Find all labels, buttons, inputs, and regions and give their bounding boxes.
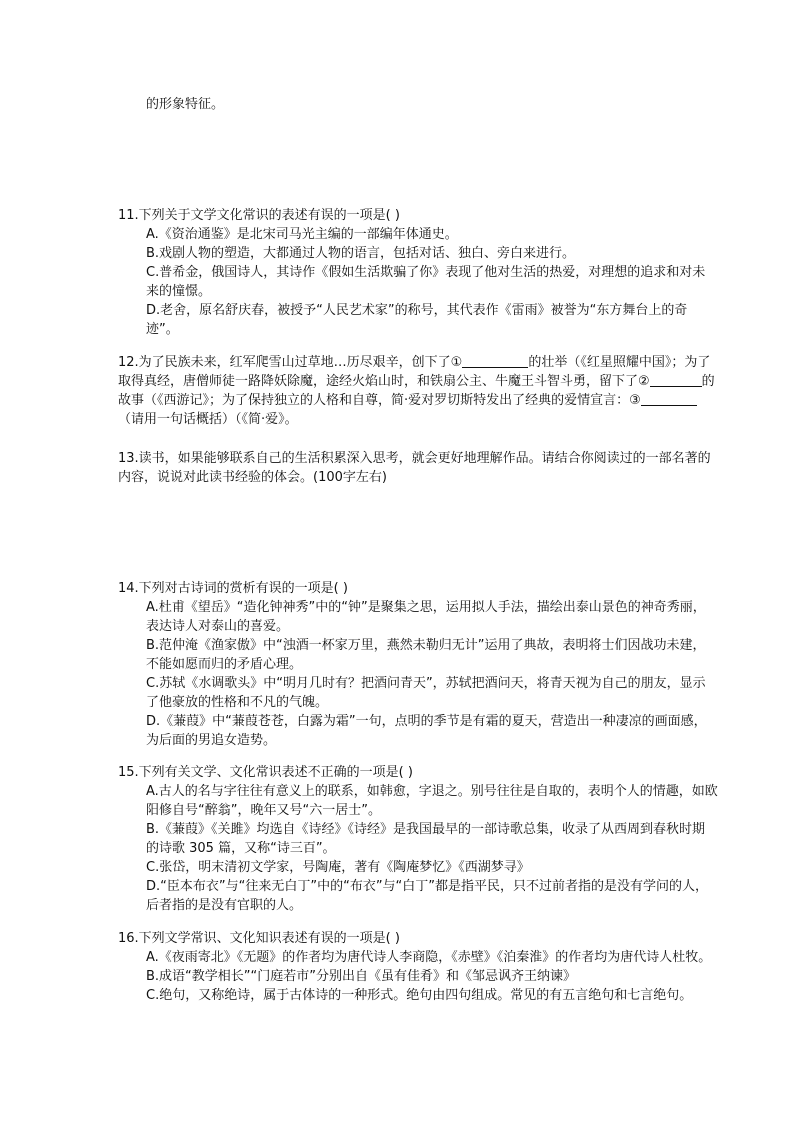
question-12 bbox=[118, 353, 718, 429]
question-13 bbox=[118, 449, 718, 487]
question-14 bbox=[118, 579, 718, 750]
question-14-option-c: C.苏轼《水调歌头》中“明月几时有？把酒问青天”，苏轼把酒问天，将青天视为自己的朋友，显示了他豪放的性格和不凡的气魄。 bbox=[146, 676, 706, 710]
question-14-option-a: A.杜甫《望岳》“造化钟神秀”中的“钟”是聚集之思，运用拟人手法，描绘出泰山景色的神奇秀丽，表达诗人对泰山的喜爱。 bbox=[146, 600, 706, 634]
question-15-option-c: C.张岱，明末清初文学家，号陶庵，著有《陶庵梦忆》《西湖梦寻》 bbox=[146, 860, 530, 875]
question-15-option-b: B.《蒹葭》《关雎》均选自《诗经》《诗经》是我国最早的一部诗歌总集，收录了从西周到春秋时期的诗歌 305 篇，又称“诗三百”。 bbox=[146, 822, 706, 856]
question-15-option-a: A.古人的名与字往往有意义上的联系，如韩愈，字退之。别号往往是自取的，表明个人的情趣，如欧阳修自号“醉翁”，晚年又号“六一居士”。 bbox=[146, 784, 718, 818]
blank-1[interactable] bbox=[462, 353, 528, 368]
blank-2[interactable] bbox=[650, 372, 702, 387]
question-11-option-b: B.戏剧人物的塑造，大都通过人物的语言，包括对话、独白、旁白来进行。 bbox=[146, 246, 576, 261]
question-16-option-b: B.成语“教学相长”“门庭若市”分别出自《虽有佳肴》和《邹忌讽齐王纳谏》 bbox=[146, 969, 576, 984]
question-16-option-a: A.《夜雨寄北》《无题》的作者均为唐代诗人李商隐，《赤壁》《泊秦淮》的作者均为唐代诗人杜牧。 bbox=[146, 950, 712, 965]
question-15-stem: 15.下列有关文学、文化常识表述不正确的一项是( ) bbox=[118, 765, 413, 780]
question-15-option-d: D.“臣本布衣”与“往来无白丁”中的“布衣”与“白丁”都是指平民，只不过前者指的是没有学问的人，后者指的是没有官职的人。 bbox=[146, 879, 709, 913]
question-11-option-a: A.《资治通鉴》是北宋司马光主编的一部编年体通史。 bbox=[146, 227, 458, 242]
question-14-option-b: B.范仲淹《渔家傲》中“浊酒一杯家万里，燕然未勒归无计”运用了典故，表明将士们因战功未建，不能如愿而归的矛盾心理。 bbox=[146, 638, 706, 672]
question-12-part2: 的壮举（《红星照耀中国》；为了取得真经，唐僧师徒一路降妖除魔，途经火焰山时，和铁扇公主、牛魔王斗智斗勇，留下了② bbox=[118, 355, 711, 389]
question-16-stem: 16.下列文学常识、文化知识表述有误的一项是( ) bbox=[118, 931, 400, 946]
question-11-option-c: C.普希金，俄国诗人，其诗作《假如生活欺骗了你》表现了他对生活的热爱，对理想的追求和对未来的憧憬。 bbox=[146, 265, 706, 299]
question-16 bbox=[118, 929, 718, 1005]
blank-3[interactable] bbox=[641, 391, 697, 406]
question-14-stem: 14.下列对古诗词的赏析有误的一项是( ) bbox=[118, 581, 348, 596]
question-16-option-c: C.绝句，又称绝诗，属于古体诗的一种形式。绝句由四句组成。常见的有五言绝句和七言绝句。 bbox=[146, 988, 693, 1003]
question-15 bbox=[118, 763, 718, 915]
question-12-part1: 12.为了民族未来，红军爬雪山过草地…历尽艰辛，创下了① bbox=[118, 355, 463, 370]
question-12-part3: 的故事（《西游记》；为了保持独立的人格和自尊，简·爱对罗切斯特发出了经典的爱情宣言：③ bbox=[118, 374, 715, 408]
question-13-text: 13.读书，如果能够联系自己的生活积累深入思考，就会更好地理解作品。请结合你阅读过的一部名著的内容，说说对此读书经验的体会。(100字左右) bbox=[118, 451, 711, 485]
question-11-stem: 11.下列关于文学文化常识的表述有误的一项是( ) bbox=[118, 208, 400, 223]
question-12-text bbox=[118, 353, 718, 429]
intro-tail-text: 的形象特征。 bbox=[146, 97, 225, 112]
question-11-option-d: D.老舍，原名舒庆春，被授予“人民艺术家”的称号，其代表作《雷雨》被誉为“东方舞台上的奇迹”。 bbox=[146, 303, 688, 337]
question-12-part4: （请用一句话概括）（《简·爱》。 bbox=[118, 412, 298, 427]
question-14-option-d: D.《蒹葭》中“蒹葭苍苍，白露为霜”一句，点明的季节是有霜的夏天，营造出一种凄凉的画面感，为后面的男追女造势。 bbox=[146, 714, 707, 748]
question-11 bbox=[118, 206, 718, 339]
